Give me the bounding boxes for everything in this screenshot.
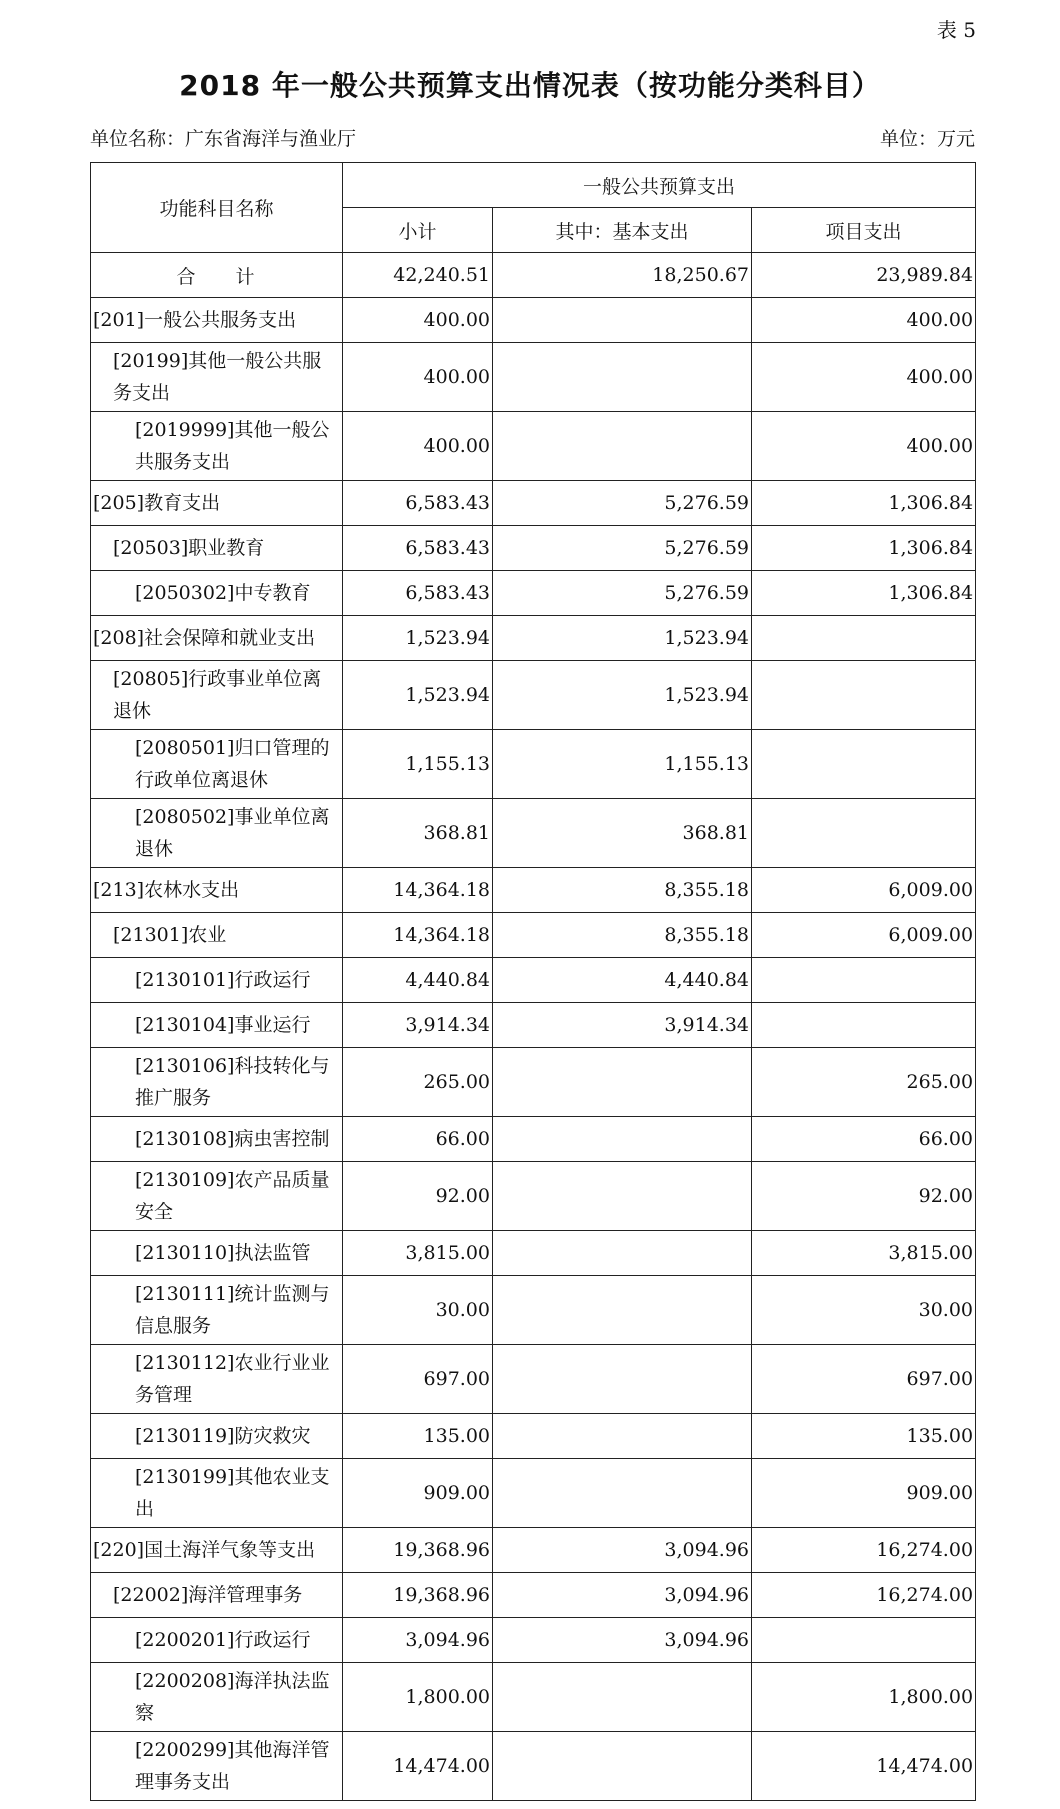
table-row bbox=[91, 1459, 976, 1528]
table-meta bbox=[90, 124, 975, 151]
row-project: 6,009.00 bbox=[752, 868, 976, 913]
row-project bbox=[752, 616, 976, 661]
row-name: [2080501]归口管理的行政单位离退休 bbox=[91, 730, 343, 799]
row-project bbox=[752, 799, 976, 868]
row-name: [2130101]行政运行 bbox=[91, 958, 343, 1003]
row-project: 909.00 bbox=[752, 1459, 976, 1528]
row-subtotal: 30.00 bbox=[343, 1276, 493, 1345]
table-row bbox=[91, 1162, 976, 1231]
row-name: [201]一般公共服务支出 bbox=[91, 298, 343, 343]
table-row bbox=[91, 913, 976, 958]
row-subtotal: 6,583.43 bbox=[343, 481, 493, 526]
table-row bbox=[91, 481, 976, 526]
row-subtotal: 3,094.96 bbox=[343, 1618, 493, 1663]
table-row bbox=[91, 958, 976, 1003]
row-project: 14,474.00 bbox=[752, 1732, 976, 1801]
row-subtotal: 6,583.43 bbox=[343, 571, 493, 616]
row-subtotal: 909.00 bbox=[343, 1459, 493, 1528]
row-name: [20503]职业教育 bbox=[91, 526, 343, 571]
row-name: [2130110]执法监管 bbox=[91, 1231, 343, 1276]
row-name: [20199]其他一般公共服务支出 bbox=[91, 343, 343, 412]
budget-table bbox=[90, 162, 976, 1801]
row-subtotal: 265.00 bbox=[343, 1048, 493, 1117]
row-name: [2200201]行政运行 bbox=[91, 1618, 343, 1663]
header-name: 功能科目名称 bbox=[91, 163, 343, 253]
table-row bbox=[91, 571, 976, 616]
row-name: [2200208]海洋执法监察 bbox=[91, 1663, 343, 1732]
row-project: 92.00 bbox=[752, 1162, 976, 1231]
row-name: [2130199]其他农业支出 bbox=[91, 1459, 343, 1528]
row-project: 1,306.84 bbox=[752, 526, 976, 571]
page-label: 表 5 bbox=[936, 18, 976, 42]
row-subtotal: 19,368.96 bbox=[343, 1528, 493, 1573]
table-row bbox=[91, 412, 976, 481]
row-basic: 3,914.34 bbox=[493, 1003, 752, 1048]
total-row bbox=[91, 253, 976, 298]
row-name: [2130106]科技转化与推广服务 bbox=[91, 1048, 343, 1117]
row-project: 1,800.00 bbox=[752, 1663, 976, 1732]
row-project: 400.00 bbox=[752, 343, 976, 412]
row-project: 400.00 bbox=[752, 412, 976, 481]
row-name: [20805]行政事业单位离退休 bbox=[91, 661, 343, 730]
row-subtotal: 14,364.18 bbox=[343, 868, 493, 913]
row-project: 265.00 bbox=[752, 1048, 976, 1117]
row-basic: 368.81 bbox=[493, 799, 752, 868]
row-subtotal: 6,583.43 bbox=[343, 526, 493, 571]
table-row bbox=[91, 1573, 976, 1618]
row-basic: 1,523.94 bbox=[493, 616, 752, 661]
row-name: [2130111]统计监测与信息服务 bbox=[91, 1276, 343, 1345]
table-row bbox=[91, 298, 976, 343]
row-basic bbox=[493, 412, 752, 481]
row-basic: 5,276.59 bbox=[493, 571, 752, 616]
total-basic: 18,250.67 bbox=[493, 253, 752, 298]
page-title: 2018 年一般公共预算支出情况表（按功能分类科目） bbox=[179, 69, 881, 102]
row-basic: 3,094.96 bbox=[493, 1618, 752, 1663]
row-basic bbox=[493, 1663, 752, 1732]
row-project: 697.00 bbox=[752, 1345, 976, 1414]
row-project: 1,306.84 bbox=[752, 481, 976, 526]
table-row bbox=[91, 343, 976, 412]
row-subtotal: 135.00 bbox=[343, 1414, 493, 1459]
row-project: 3,815.00 bbox=[752, 1231, 976, 1276]
row-subtotal: 14,364.18 bbox=[343, 913, 493, 958]
table-row bbox=[91, 1231, 976, 1276]
unit-label: 单位：万元 bbox=[879, 128, 975, 150]
row-project: 16,274.00 bbox=[752, 1528, 976, 1573]
row-subtotal: 400.00 bbox=[343, 298, 493, 343]
table-row bbox=[91, 1345, 976, 1414]
row-basic bbox=[493, 1048, 752, 1117]
row-name: [2130112]农业行业业务管理 bbox=[91, 1345, 343, 1414]
table-row bbox=[91, 1618, 976, 1663]
row-basic bbox=[493, 1231, 752, 1276]
row-name: [2019999]其他一般公共服务支出 bbox=[91, 412, 343, 481]
row-name: [2130119]防灾救灾 bbox=[91, 1414, 343, 1459]
row-project: 1,306.84 bbox=[752, 571, 976, 616]
row-name: [213]农林水支出 bbox=[91, 868, 343, 913]
row-subtotal: 368.81 bbox=[343, 799, 493, 868]
row-basic: 5,276.59 bbox=[493, 481, 752, 526]
row-subtotal: 1,523.94 bbox=[343, 661, 493, 730]
row-subtotal: 1,800.00 bbox=[343, 1663, 493, 1732]
row-subtotal: 3,815.00 bbox=[343, 1231, 493, 1276]
table-row bbox=[91, 1732, 976, 1801]
row-basic bbox=[493, 1414, 752, 1459]
row-basic: 4,440.84 bbox=[493, 958, 752, 1003]
unit-name: 单位名称：广东省海洋与渔业厅 bbox=[90, 128, 357, 150]
row-name: [22002]海洋管理事务 bbox=[91, 1573, 343, 1618]
row-basic: 8,355.18 bbox=[493, 913, 752, 958]
row-project: 30.00 bbox=[752, 1276, 976, 1345]
row-basic: 1,155.13 bbox=[493, 730, 752, 799]
table-row bbox=[91, 1276, 976, 1345]
row-project: 16,274.00 bbox=[752, 1573, 976, 1618]
row-subtotal: 400.00 bbox=[343, 343, 493, 412]
table-row bbox=[91, 1414, 976, 1459]
row-project: 400.00 bbox=[752, 298, 976, 343]
table-row bbox=[91, 1663, 976, 1732]
row-name: [2050302]中专教育 bbox=[91, 571, 343, 616]
table-row bbox=[91, 526, 976, 571]
row-basic: 3,094.96 bbox=[493, 1573, 752, 1618]
row-name: [205]教育支出 bbox=[91, 481, 343, 526]
row-subtotal: 3,914.34 bbox=[343, 1003, 493, 1048]
table-row bbox=[91, 868, 976, 913]
row-project: 6,009.00 bbox=[752, 913, 976, 958]
row-subtotal: 4,440.84 bbox=[343, 958, 493, 1003]
table-row bbox=[91, 1528, 976, 1573]
table-row bbox=[91, 1117, 976, 1162]
row-basic bbox=[493, 1117, 752, 1162]
row-project bbox=[752, 1003, 976, 1048]
row-basic bbox=[493, 343, 752, 412]
table-row bbox=[91, 799, 976, 868]
header-subtotal: 小计 bbox=[343, 208, 493, 253]
row-name: [220]国土海洋气象等支出 bbox=[91, 1528, 343, 1573]
table-row bbox=[91, 730, 976, 799]
row-name: [208]社会保障和就业支出 bbox=[91, 616, 343, 661]
row-subtotal: 66.00 bbox=[343, 1117, 493, 1162]
row-name: [21301]农业 bbox=[91, 913, 343, 958]
row-basic bbox=[493, 1345, 752, 1414]
row-basic bbox=[493, 1459, 752, 1528]
row-project bbox=[752, 958, 976, 1003]
row-subtotal: 1,523.94 bbox=[343, 616, 493, 661]
row-project bbox=[752, 730, 976, 799]
row-project: 66.00 bbox=[752, 1117, 976, 1162]
header-project: 项目支出 bbox=[752, 208, 976, 253]
row-subtotal: 14,474.00 bbox=[343, 1732, 493, 1801]
table-row bbox=[91, 1003, 976, 1048]
row-basic: 5,276.59 bbox=[493, 526, 752, 571]
row-basic: 1,523.94 bbox=[493, 661, 752, 730]
total-label: 合计 bbox=[91, 253, 343, 298]
row-subtotal: 400.00 bbox=[343, 412, 493, 481]
header-basic: 其中：基本支出 bbox=[493, 208, 752, 253]
row-subtotal: 19,368.96 bbox=[343, 1573, 493, 1618]
total-project: 23,989.84 bbox=[752, 253, 976, 298]
row-basic bbox=[493, 298, 752, 343]
row-basic bbox=[493, 1162, 752, 1231]
row-subtotal: 1,155.13 bbox=[343, 730, 493, 799]
row-name: [2080502]事业单位离退休 bbox=[91, 799, 343, 868]
row-name: [2130108]病虫害控制 bbox=[91, 1117, 343, 1162]
row-project bbox=[752, 661, 976, 730]
row-name: [2200299]其他海洋管理事务支出 bbox=[91, 1732, 343, 1801]
row-subtotal: 92.00 bbox=[343, 1162, 493, 1231]
total-subtotal: 42,240.51 bbox=[343, 253, 493, 298]
row-name: [2130104]事业运行 bbox=[91, 1003, 343, 1048]
row-basic: 8,355.18 bbox=[493, 868, 752, 913]
row-basic bbox=[493, 1732, 752, 1801]
row-name: [2130109]农产品质量安全 bbox=[91, 1162, 343, 1231]
table-row bbox=[91, 1048, 976, 1117]
header-group: 一般公共预算支出 bbox=[343, 163, 976, 208]
table-row bbox=[91, 661, 976, 730]
row-basic: 3,094.96 bbox=[493, 1528, 752, 1573]
row-project bbox=[752, 1618, 976, 1663]
row-subtotal: 697.00 bbox=[343, 1345, 493, 1414]
row-basic bbox=[493, 1276, 752, 1345]
table-row bbox=[91, 616, 976, 661]
row-project: 135.00 bbox=[752, 1414, 976, 1459]
